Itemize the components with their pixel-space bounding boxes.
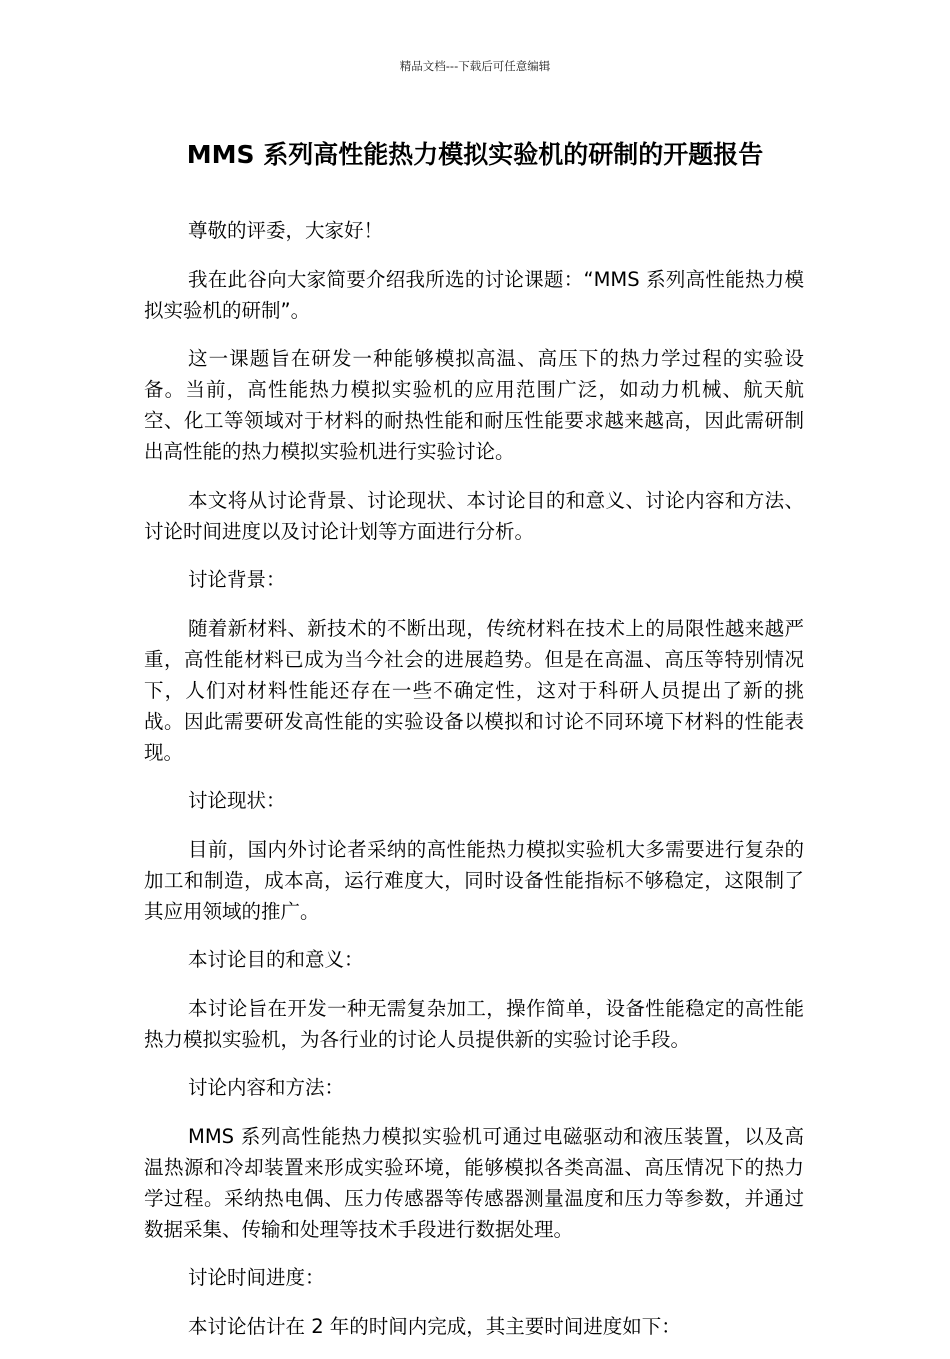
section-heading-methods: 讨论内容和方法： [188,1076,345,1099]
document-title: MMS 系列高性能热力模拟实验机的研制的开题报告 [186,140,764,169]
paragraph-purpose: 本讨论旨在开发一种无需复杂加工，操作简单，设备性能稳定的高性能热力模拟实验机，为各行业的讨论人员提供新的实验讨论手段。 [144,996,804,1051]
section-heading-schedule: 讨论时间进度： [188,1266,325,1289]
page-header: 精品文档---下载后可任意编辑 [399,59,551,73]
paragraph-outline: 本文将从讨论背景、讨论现状、本讨论目的和意义、讨论内容和方法、讨论时间进度以及讨论计划等方面进行分析。 [144,488,804,543]
paragraph-methods: MMS 系列高性能热力模拟实验机可通过电磁驱动和液压装置，以及高温热源和冷却装置来形成实验环境，能够模拟各类高温、高压情况下的热力学过程。采纳热电偶、压力传感器等传感器测量温度和压力等参数，并通过数据采集、传输和处理等技术手段进行数据处理。 [144,1124,804,1241]
paragraph-status: 目前，国内外讨论者采纳的高性能热力模拟实验机大多需要进行复杂的加工和制造，成本高，运行难度大，同时设备性能指标不够稳定，这限制了其应用领域的推广。 [144,837,804,923]
paragraph-topic-purpose: 这一课题旨在研发一种能够模拟高温、高压下的热力学过程的实验设备。当前，高性能热力模拟实验机的应用范围广泛，如动力机械、航天航空、化工等领域对于材料的耐热性能和耐压性能要求越来越高，因此需研制出高性能的热力模拟实验机进行实验讨论。 [144,347,804,463]
paragraph-schedule: 本讨论估计在 2 年的时间内完成，其主要时间进度如下： [188,1314,681,1338]
paragraph-topic-intro: 我在此谷向大家简要介绍我所选的讨论课题：“MMS 系列高性能热力模拟实验机的研制”。 [144,267,804,322]
section-heading-status: 讨论现状： [188,789,286,812]
document-body [144,215,804,1359]
paragraph-background: 随着新材料、新技术的不断出现，传统材料在技术上的局限性越来越严重，高性能材料已成为当今社会的进展趋势。但是在高温、高压等特别情况下，人们对材料性能还存在一些不确定性，这对于科研人员提出了新的挑战。因此需要研发高性能的实验设备以模拟和讨论不同环境下材料的性能表现。 [144,616,804,764]
section-heading-purpose: 本讨论目的和意义： [188,948,364,971]
section-heading-background: 讨论背景： [188,568,286,591]
paragraph-greeting: 尊敬的评委，大家好！ [188,219,384,242]
